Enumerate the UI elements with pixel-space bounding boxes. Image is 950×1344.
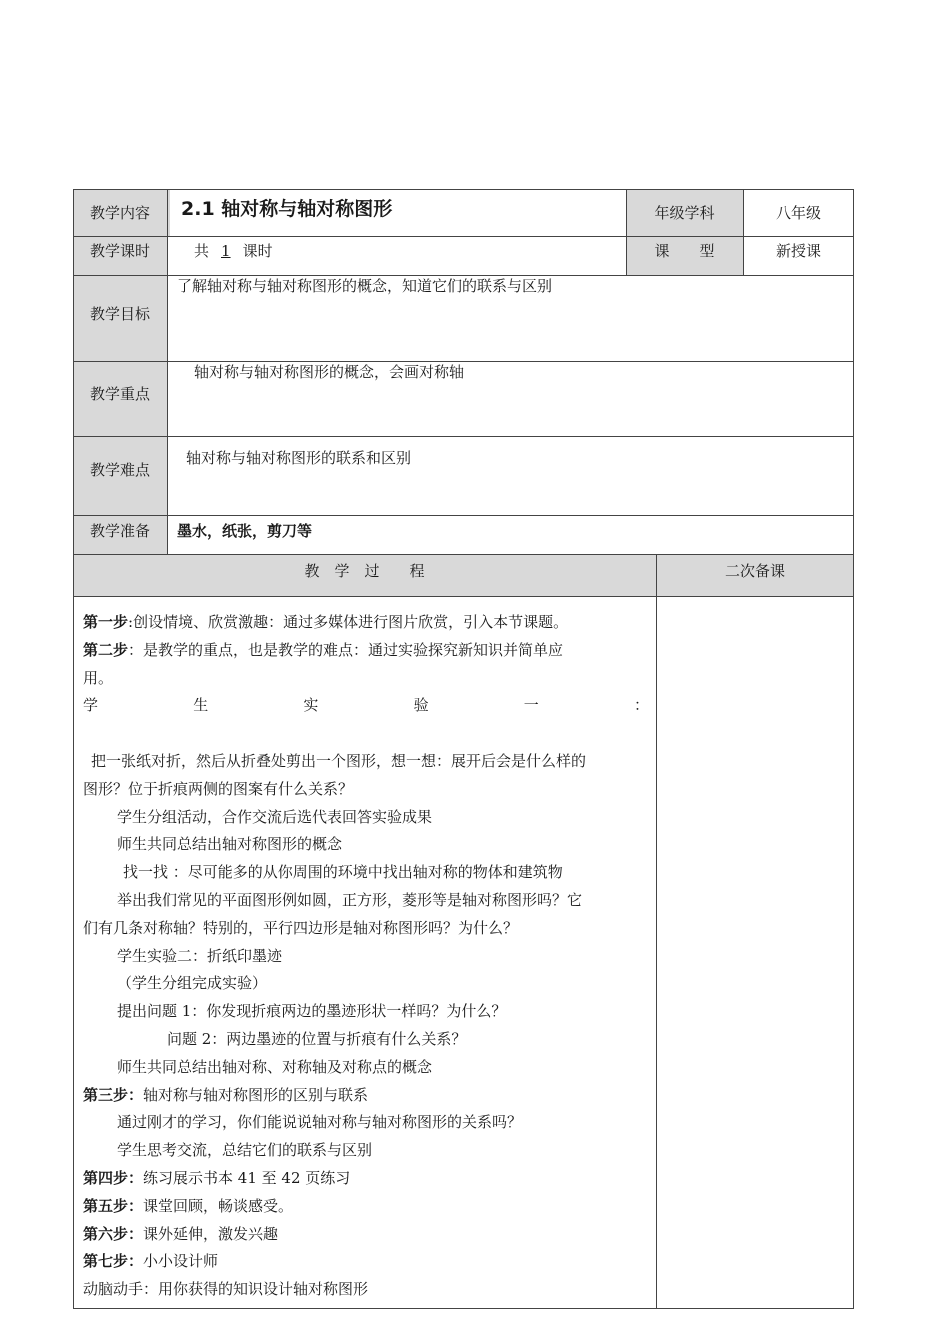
step2-continued: 用。: [83, 668, 114, 687]
type-label: 课 型: [654, 242, 715, 260]
group-activity: 学生分组活动，合作交流后选代表回答实验成果: [117, 807, 433, 826]
hours-label: 教学课时: [89, 242, 150, 260]
final-task: 动脑动手：用你获得的知识设计轴对称图形: [83, 1280, 369, 1299]
grade-value: 八年级: [775, 204, 821, 222]
step3-answer: 学生思考交流，总结它们的联系与区别: [117, 1141, 373, 1160]
step3-question: 通过刚才的学习，你们能说说轴对称与轴对称图形的关系吗？: [117, 1113, 523, 1132]
step3: 第三步：轴对称与轴对称图形的区别与联系: [83, 1085, 369, 1104]
step2: 第二步：是教学的重点，也是教学的难点：通过实验探究新知识并简单应: [83, 640, 564, 659]
goal-value: 了解轴对称与轴对称图形的概念，知道它们的联系与区别: [177, 277, 553, 295]
step7: 第七步：小小设计师: [83, 1252, 219, 1271]
hours-suffix: 课时: [242, 242, 273, 260]
step1: 第一步:创设情境、欣赏激趣：通过多媒体进行图片欣赏，引入本节课题。: [83, 613, 569, 631]
key-value: 轴对称与轴对称图形的概念，会画对称轴: [194, 363, 465, 381]
difficulty-label: 教学难点: [89, 461, 150, 479]
experiment1-line1: 把一张纸对折，然后从折叠处剪出一个图形，想一想：展开后会是什么样的: [91, 751, 587, 770]
summary1: 师生共同总结出轴对称图形的概念: [117, 835, 343, 854]
experiment2: 学生实验二：折纸印墨迹: [117, 946, 283, 965]
summary2: 师生共同总结出轴对称、对称轴及对称点的概念: [117, 1057, 433, 1076]
side-notes-heading: 二次备课: [724, 562, 785, 580]
examples-line2: 们有几条对称轴？特别的，平行四边形是轴对称图形吗？为什么？: [83, 918, 519, 937]
grade-label: 年级学科: [654, 204, 715, 222]
process-body: [83, 609, 649, 1304]
prep-label: 教学准备: [89, 522, 150, 540]
goal-label: 教学目标: [89, 305, 150, 323]
hours-value: 1: [221, 242, 231, 260]
type-value: 新授课: [775, 242, 821, 260]
difficulty-value: 轴对称与轴对称图形的联系和区别: [186, 449, 412, 467]
lesson-title: 2.1 轴对称与轴对称图形: [181, 198, 393, 220]
step5: 第五步：课堂回顾，畅谈感受。: [83, 1196, 294, 1215]
examples-line1: 举出我们常见的平面图形例如圆，正方形，菱形等是轴对称图形吗？它: [117, 890, 583, 909]
question2: 问题 2：两边墨迹的位置与折痕有什么关系？: [167, 1029, 467, 1048]
experiment1-heading: 学 生 实 验 一 ：: [83, 696, 649, 715]
process-heading: 教 学 过 程: [304, 562, 425, 580]
key-label: 教学重点: [89, 385, 150, 403]
content-label: 教学内容: [89, 204, 150, 222]
step4: 第四步：练习展示书本 41 至 42 页练习: [83, 1168, 351, 1187]
lesson-plan-table: [73, 189, 854, 1309]
question1: 提出问题 1：你发现折痕两边的墨迹形状一样吗？为什么？: [117, 1002, 507, 1021]
blank-line: [83, 720, 649, 748]
experiment1-line2: 图形？位于折痕两侧的图案有什么关系？: [83, 779, 354, 798]
find-task: 找一找 ：尽可能多的从你周围的环境中找出轴对称的物体和建筑物: [123, 863, 563, 882]
hours-prefix: 共: [194, 242, 210, 260]
hours-field: [194, 241, 273, 261]
step6: 第六步：课外延伸，激发兴趣: [83, 1224, 279, 1243]
experiment2-note: （学生分组完成实验）: [117, 974, 268, 993]
prep-value: 墨水，纸张，剪刀等: [177, 522, 313, 540]
